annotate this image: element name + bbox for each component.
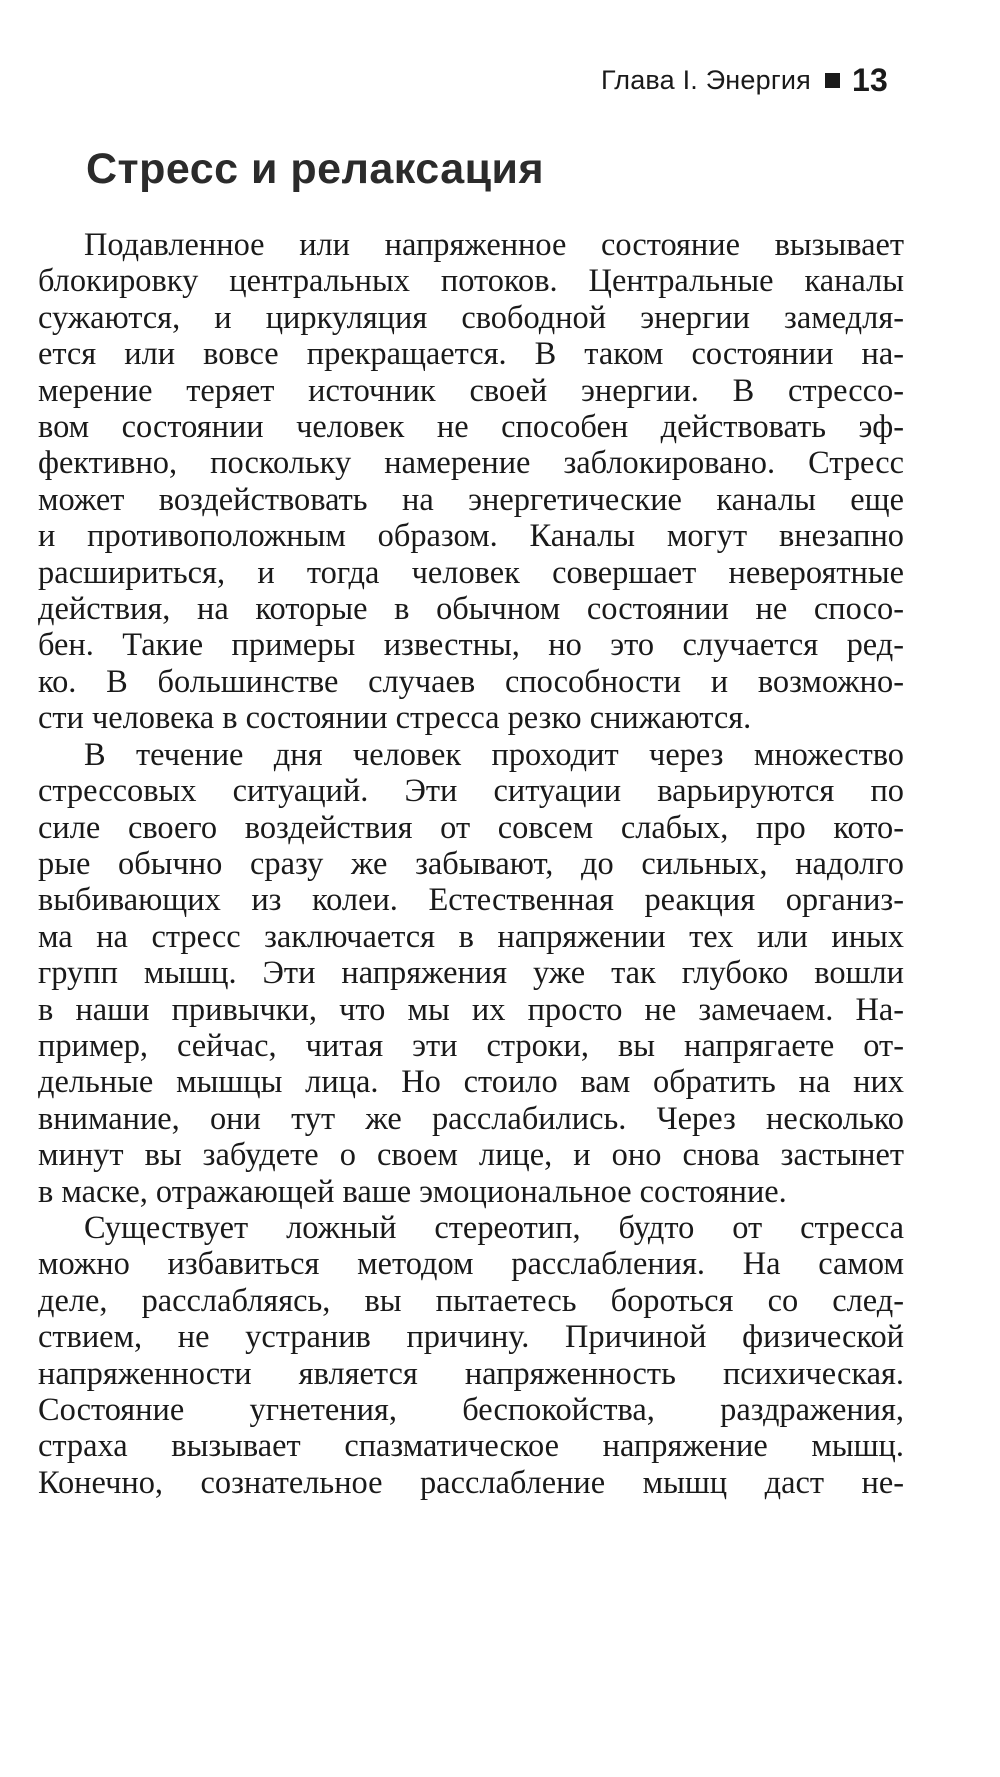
text-line: В течение дня человек проходит через множество xyxy=(84,736,904,773)
paragraph-3 xyxy=(38,1210,904,1501)
text-line: расшириться, и тогда человек совершает невероятные xyxy=(38,554,904,591)
text-line: ется или вовсе прекращается. В таком состоянии на- xyxy=(38,336,904,373)
body-text xyxy=(38,227,904,1501)
text-line: может воздействовать на энергетические каналы еще xyxy=(38,481,904,518)
page-number: 13 xyxy=(852,62,888,98)
text-line: сти человека в состоянии стресса резко снижаются. xyxy=(38,700,752,737)
text-line: Состояние угнетения, беспокойства, раздражения, xyxy=(38,1392,904,1428)
text-line: дельные мышцы лица. Но стоило вам обратить на них xyxy=(38,1064,904,1101)
text-line: блокировку центральных потоков. Центральные каналы xyxy=(38,263,904,300)
text-line: ма на стресс заключается в напряжении тех или иных xyxy=(38,918,904,955)
text-line: и противоположным образом. Каналы могут внезапно xyxy=(38,518,904,555)
text-line: выбивающих из колеи. Естественная реакция организ- xyxy=(38,882,904,919)
section-title: Стресс и релаксация xyxy=(86,145,545,193)
text-line: рые обычно сразу же забывают, до сильных, надолго xyxy=(38,845,904,882)
square-bullet-icon xyxy=(825,73,840,88)
text-line: силе своего воздействия от совсем слабых, про кото- xyxy=(38,809,904,846)
text-line: фективно, поскольку намерение заблокировано. Стресс xyxy=(38,445,904,482)
text-line: мерение теряет источник своей энергии. В стрессо- xyxy=(38,372,904,409)
text-line: напряженности является напряженность психическая. xyxy=(38,1355,904,1392)
text-line: сужаются, и циркуляция свободной энергии замедля- xyxy=(38,299,904,336)
text-line: ствием, не устранив причину. Причиной физической xyxy=(38,1319,904,1356)
text-line: стрессовых ситуаций. Эти ситуации варьируются по xyxy=(38,773,904,810)
text-line: ко. В большинстве случаев способности и возможно- xyxy=(38,663,904,700)
text-line: минут вы забудете о своем лице, и оно снова застынет xyxy=(38,1137,904,1174)
text-line: страха вызывает спазматическое напряжение мышц. xyxy=(38,1428,904,1465)
text-line: вом состоянии человек не способен действовать эф- xyxy=(38,409,904,446)
text-line: Подавленное или напряженное состояние вызывает xyxy=(84,227,904,263)
text-line: бен. Такие примеры известны, но это случается ред- xyxy=(38,627,904,664)
text-line: пример, сейчас, читая эти строки, вы напрягаете от- xyxy=(38,1027,904,1064)
text-line: внимание, они тут же расслабились. Через несколько xyxy=(38,1100,904,1137)
text-line: групп мышц. Эти напряжения уже так глубоко вошли xyxy=(38,955,904,992)
paragraph-2 xyxy=(38,737,904,1210)
text-line: деле, расслабляясь, вы пытаетесь бороться со след- xyxy=(38,1282,904,1319)
running-head xyxy=(601,62,888,99)
text-line: в наши привычки, что мы их просто не замечаем. На- xyxy=(38,991,904,1028)
chapter-title: Глава I. Энергия xyxy=(600,65,811,95)
text-line: можно избавиться методом расслабления. На самом xyxy=(38,1246,904,1283)
text-line: действия, на которые в обычном состоянии не спосо- xyxy=(38,591,904,628)
text-line: Конечно, сознательное расслабление мышц даст не- xyxy=(38,1464,904,1501)
paragraph-1 xyxy=(38,227,904,737)
text-line: в маске, отражающей ваше эмоциональное состояние. xyxy=(38,1173,787,1210)
text-line: Существует ложный стереотип, будто от стресса xyxy=(84,1209,904,1246)
